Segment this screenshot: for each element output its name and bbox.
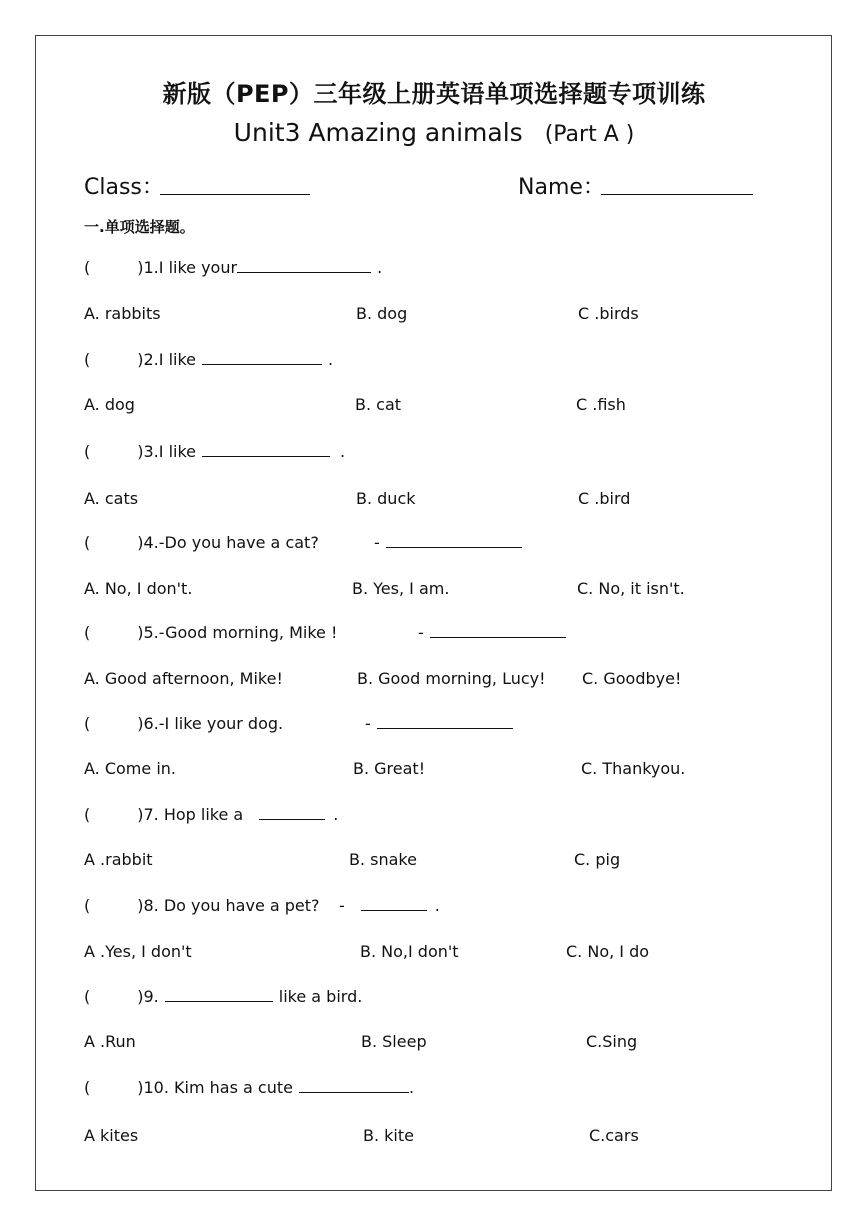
- option-c[interactable]: C. Thankyou.: [581, 759, 686, 778]
- answer-paren[interactable]: (: [84, 533, 91, 552]
- option-b[interactable]: B. No,I don't: [360, 942, 459, 961]
- unit-title: Unit3 Amazing animals: [233, 118, 523, 147]
- option-b[interactable]: B. Yes, I am.: [352, 579, 450, 598]
- response-dash: -: [374, 533, 380, 552]
- answer-paren[interactable]: (: [84, 623, 91, 642]
- answer-blank[interactable]: [202, 455, 330, 457]
- worksheet-title: 新版（PEP）三年级上册英语单项选择题专项训练: [162, 80, 706, 108]
- option-b[interactable]: B. duck: [356, 489, 416, 508]
- option-b[interactable]: B. Good morning, Lucy!: [357, 669, 546, 688]
- answer-paren[interactable]: (: [84, 258, 91, 277]
- option-a[interactable]: A. Good afternoon, Mike!: [84, 669, 283, 688]
- option-c[interactable]: C. No, it isn't.: [577, 579, 685, 598]
- option-c[interactable]: C. No, I do: [566, 942, 650, 961]
- answer-blank[interactable]: [386, 546, 522, 548]
- class-label: Class：: [84, 175, 164, 200]
- answer-blank[interactable]: [165, 1000, 273, 1002]
- option-b[interactable]: B. Great!: [353, 759, 426, 778]
- question-tail: .: [328, 350, 334, 369]
- class-field[interactable]: [160, 194, 310, 195]
- response-dash: -: [339, 896, 345, 915]
- question-tail: .: [377, 258, 383, 277]
- response-line: [365, 714, 513, 733]
- question-stem: )7. Hop like a: [137, 805, 244, 824]
- question-stem: )6.-I like your dog.: [137, 714, 284, 733]
- response-line: [374, 533, 522, 552]
- option-a[interactable]: A. Come in.: [84, 759, 176, 778]
- worksheet-subtitle: [0, 118, 868, 147]
- question-tail: .: [340, 442, 346, 461]
- answer-blank[interactable]: [361, 909, 427, 911]
- answer-blank[interactable]: [202, 363, 322, 365]
- option-c[interactable]: C .fish: [576, 395, 626, 414]
- option-b[interactable]: B. Sleep: [361, 1032, 427, 1051]
- response-line: [339, 896, 440, 915]
- question-stem: )4.-Do you have a cat?: [137, 533, 319, 552]
- question-row: [84, 442, 345, 461]
- question-stem: )9.: [137, 987, 159, 1006]
- section-heading: 一.单项选择题。: [84, 218, 195, 236]
- answer-blank[interactable]: [259, 818, 325, 820]
- answer-paren[interactable]: (: [84, 442, 91, 461]
- option-c[interactable]: C .birds: [578, 304, 639, 323]
- response-dash: -: [418, 623, 424, 642]
- option-c[interactable]: C.cars: [589, 1126, 639, 1145]
- question-row: [84, 714, 283, 733]
- option-c[interactable]: C.Sing: [586, 1032, 638, 1051]
- option-c[interactable]: C. Goodbye!: [582, 669, 682, 688]
- response-line: [418, 623, 566, 642]
- name-field[interactable]: [601, 194, 753, 195]
- question-tail: .: [333, 805, 339, 824]
- answer-blank[interactable]: [237, 271, 371, 273]
- answer-paren[interactable]: (: [84, 896, 91, 915]
- question-row: [84, 623, 337, 642]
- option-a[interactable]: A. No, I don't.: [84, 579, 193, 598]
- question-row: [84, 533, 319, 552]
- response-dash: -: [365, 714, 371, 733]
- option-b[interactable]: B. kite: [363, 1126, 414, 1145]
- question-stem: )3.I like: [137, 442, 196, 461]
- question-stem: )10. Kim has a cute: [137, 1078, 293, 1097]
- question-row: [84, 987, 362, 1006]
- question-tail: like a bird.: [278, 987, 363, 1006]
- option-a[interactable]: A. rabbits: [84, 304, 161, 323]
- page-border: [35, 35, 832, 1191]
- option-c[interactable]: C .bird: [578, 489, 631, 508]
- answer-blank[interactable]: [377, 727, 513, 729]
- question-stem: )1.I like your: [137, 258, 238, 277]
- answer-blank[interactable]: [430, 636, 566, 638]
- name-label: Name：: [518, 175, 605, 200]
- question-row: [84, 896, 320, 915]
- option-a[interactable]: A. dog: [84, 395, 135, 414]
- answer-paren[interactable]: (: [84, 1078, 91, 1097]
- option-a[interactable]: A. cats: [84, 489, 139, 508]
- question-row: [84, 1078, 414, 1097]
- question-stem: )8. Do you have a pet?: [137, 896, 320, 915]
- answer-paren[interactable]: (: [84, 350, 91, 369]
- option-c[interactable]: C. pig: [574, 850, 621, 869]
- option-b[interactable]: B. cat: [355, 395, 402, 414]
- option-a[interactable]: A .rabbit: [84, 850, 153, 869]
- question-row: [84, 258, 382, 277]
- question-stem: )2.I like: [137, 350, 196, 369]
- answer-blank[interactable]: [299, 1091, 409, 1093]
- part-label: (Part A ): [544, 122, 635, 147]
- answer-paren[interactable]: (: [84, 805, 91, 824]
- question-tail: .: [408, 1078, 415, 1097]
- option-a[interactable]: A kites: [84, 1126, 139, 1145]
- option-a[interactable]: A .Yes, I don't: [84, 942, 192, 961]
- question-row: [84, 350, 333, 369]
- question-row: [84, 805, 338, 824]
- answer-paren[interactable]: (: [84, 714, 91, 733]
- option-a[interactable]: A .Run: [84, 1032, 136, 1051]
- answer-paren[interactable]: (: [84, 987, 91, 1006]
- option-b[interactable]: B. dog: [356, 304, 408, 323]
- question-tail: .: [434, 896, 440, 915]
- option-b[interactable]: B. snake: [349, 850, 417, 869]
- question-stem: )5.-Good morning, Mike !: [137, 623, 338, 642]
